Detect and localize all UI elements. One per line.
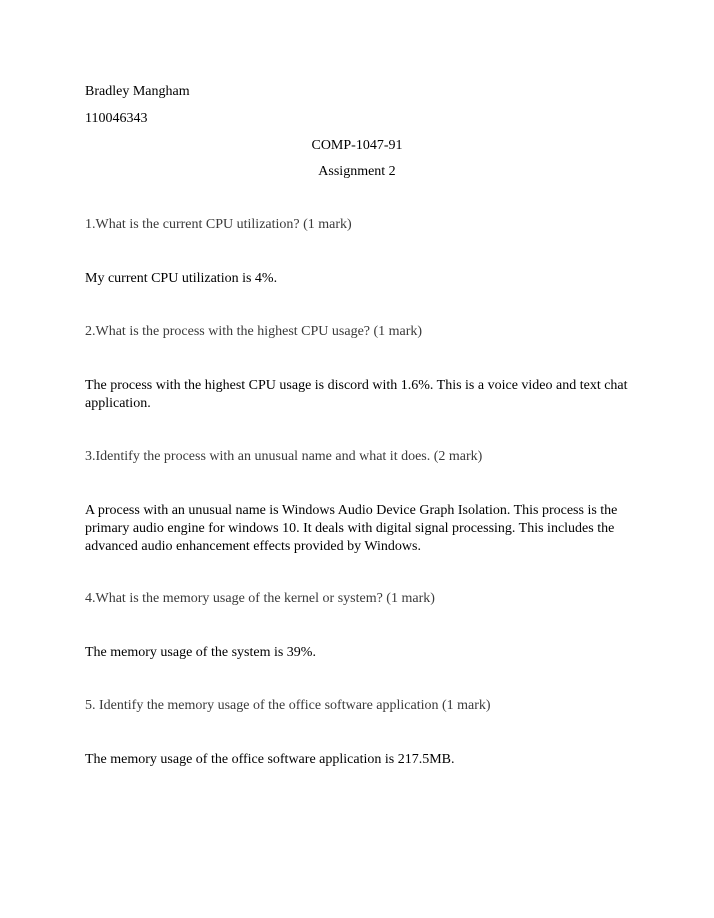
question-4: 4.What is the memory usage of the kernel or system? (1 mark) [85,591,435,606]
student-id: 110046343 [85,111,148,126]
answer-3: A process with an unusual name is Windows Audio Device Graph Isolation. This process is the primary audio engine for windows 10. It deals with digital signal processing. This includes the advanced audio enhancement effects provided by Windows. [85,503,618,554]
answer-1: My current CPU utilization is 4%. [85,271,278,286]
question-3: 3.Identify the process with an unusual name and what it does. (2 mark) [85,449,483,464]
question-1: 1.What is the current CPU utilization? (1 mark) [85,217,352,232]
question-5: 5. Identify the memory usage of the office software application (1 mark) [85,698,491,713]
author-name: Bradley Mangham [85,84,190,99]
answer-2: The process with the highest CPU usage is discord with 1.6%. This is a voice video and text chat application. [85,378,628,411]
question-2: 2.What is the process with the highest CPU usage? (1 mark) [85,324,423,339]
assignment-title: Assignment 2 [318,164,396,179]
course-code: COMP-1047-91 [311,138,403,153]
answer-5: The memory usage of the office software application is 217.5MB. [85,752,455,767]
answer-4: The memory usage of the system is 39%. [85,645,316,660]
